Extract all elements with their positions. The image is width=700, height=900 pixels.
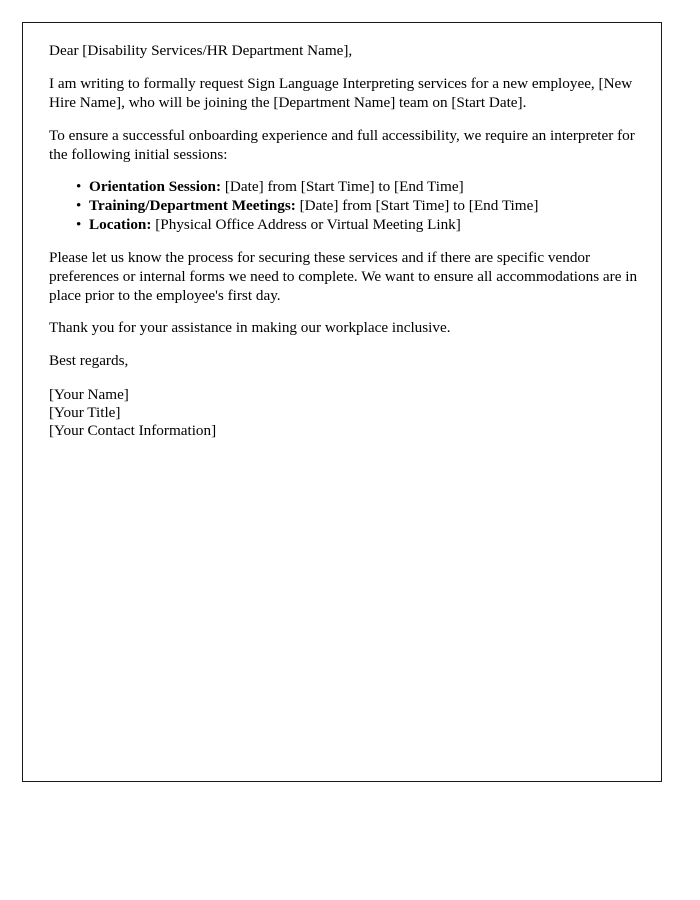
list-item	[76, 215, 639, 234]
list-item-label: Training/Department Meetings:	[89, 197, 296, 215]
signature-block	[49, 386, 639, 441]
signature-name: [Your Name]	[49, 385, 129, 403]
paragraph-sessions-lead-in: To ensure a successful onboarding experience and full accessibility, we require an interpreter for the following initial sessions:	[49, 126, 635, 163]
list-item-text: [Physical Office Address or Virtual Meeting Link]	[151, 216, 461, 234]
bullet-dot-icon: •	[76, 178, 82, 196]
letter-body	[49, 41, 639, 440]
signature-title: [Your Title]	[49, 403, 121, 421]
list-item-text: [Date] from [Start Time] to [End Time]	[221, 178, 464, 196]
list-item-label: Location:	[89, 216, 152, 234]
list-item	[76, 196, 639, 215]
salutation-line: Dear [Disability Services/HR Department Name],	[49, 42, 353, 59]
document-page	[22, 22, 662, 782]
list-item	[76, 177, 639, 196]
closing-line: Best regards,	[49, 352, 129, 370]
list-item-label: Orientation Session:	[89, 178, 222, 196]
bullet-dot-icon: •	[76, 216, 82, 234]
list-item-text: [Date] from [Start Time] to [End Time]	[295, 197, 539, 215]
paragraph-thanks: Thank you for your assistance in making our workplace inclusive.	[49, 319, 451, 337]
bullet-dot-icon: •	[76, 197, 82, 215]
sessions-list	[49, 177, 639, 235]
paragraph-process: Please let us know the process for securing these services and if there are specific vendor preferences or internal forms we need to complete. We want to ensure all accommodations are in place prior to the employee's first day.	[49, 248, 638, 305]
signature-contact: [Your Contact Information]	[49, 422, 217, 440]
paragraph-intro: I am writing to formally request Sign Language Interpreting services for a new employee, [New Hire Name], who will be joining the [Department Name] team on [Start Date].	[49, 75, 633, 112]
